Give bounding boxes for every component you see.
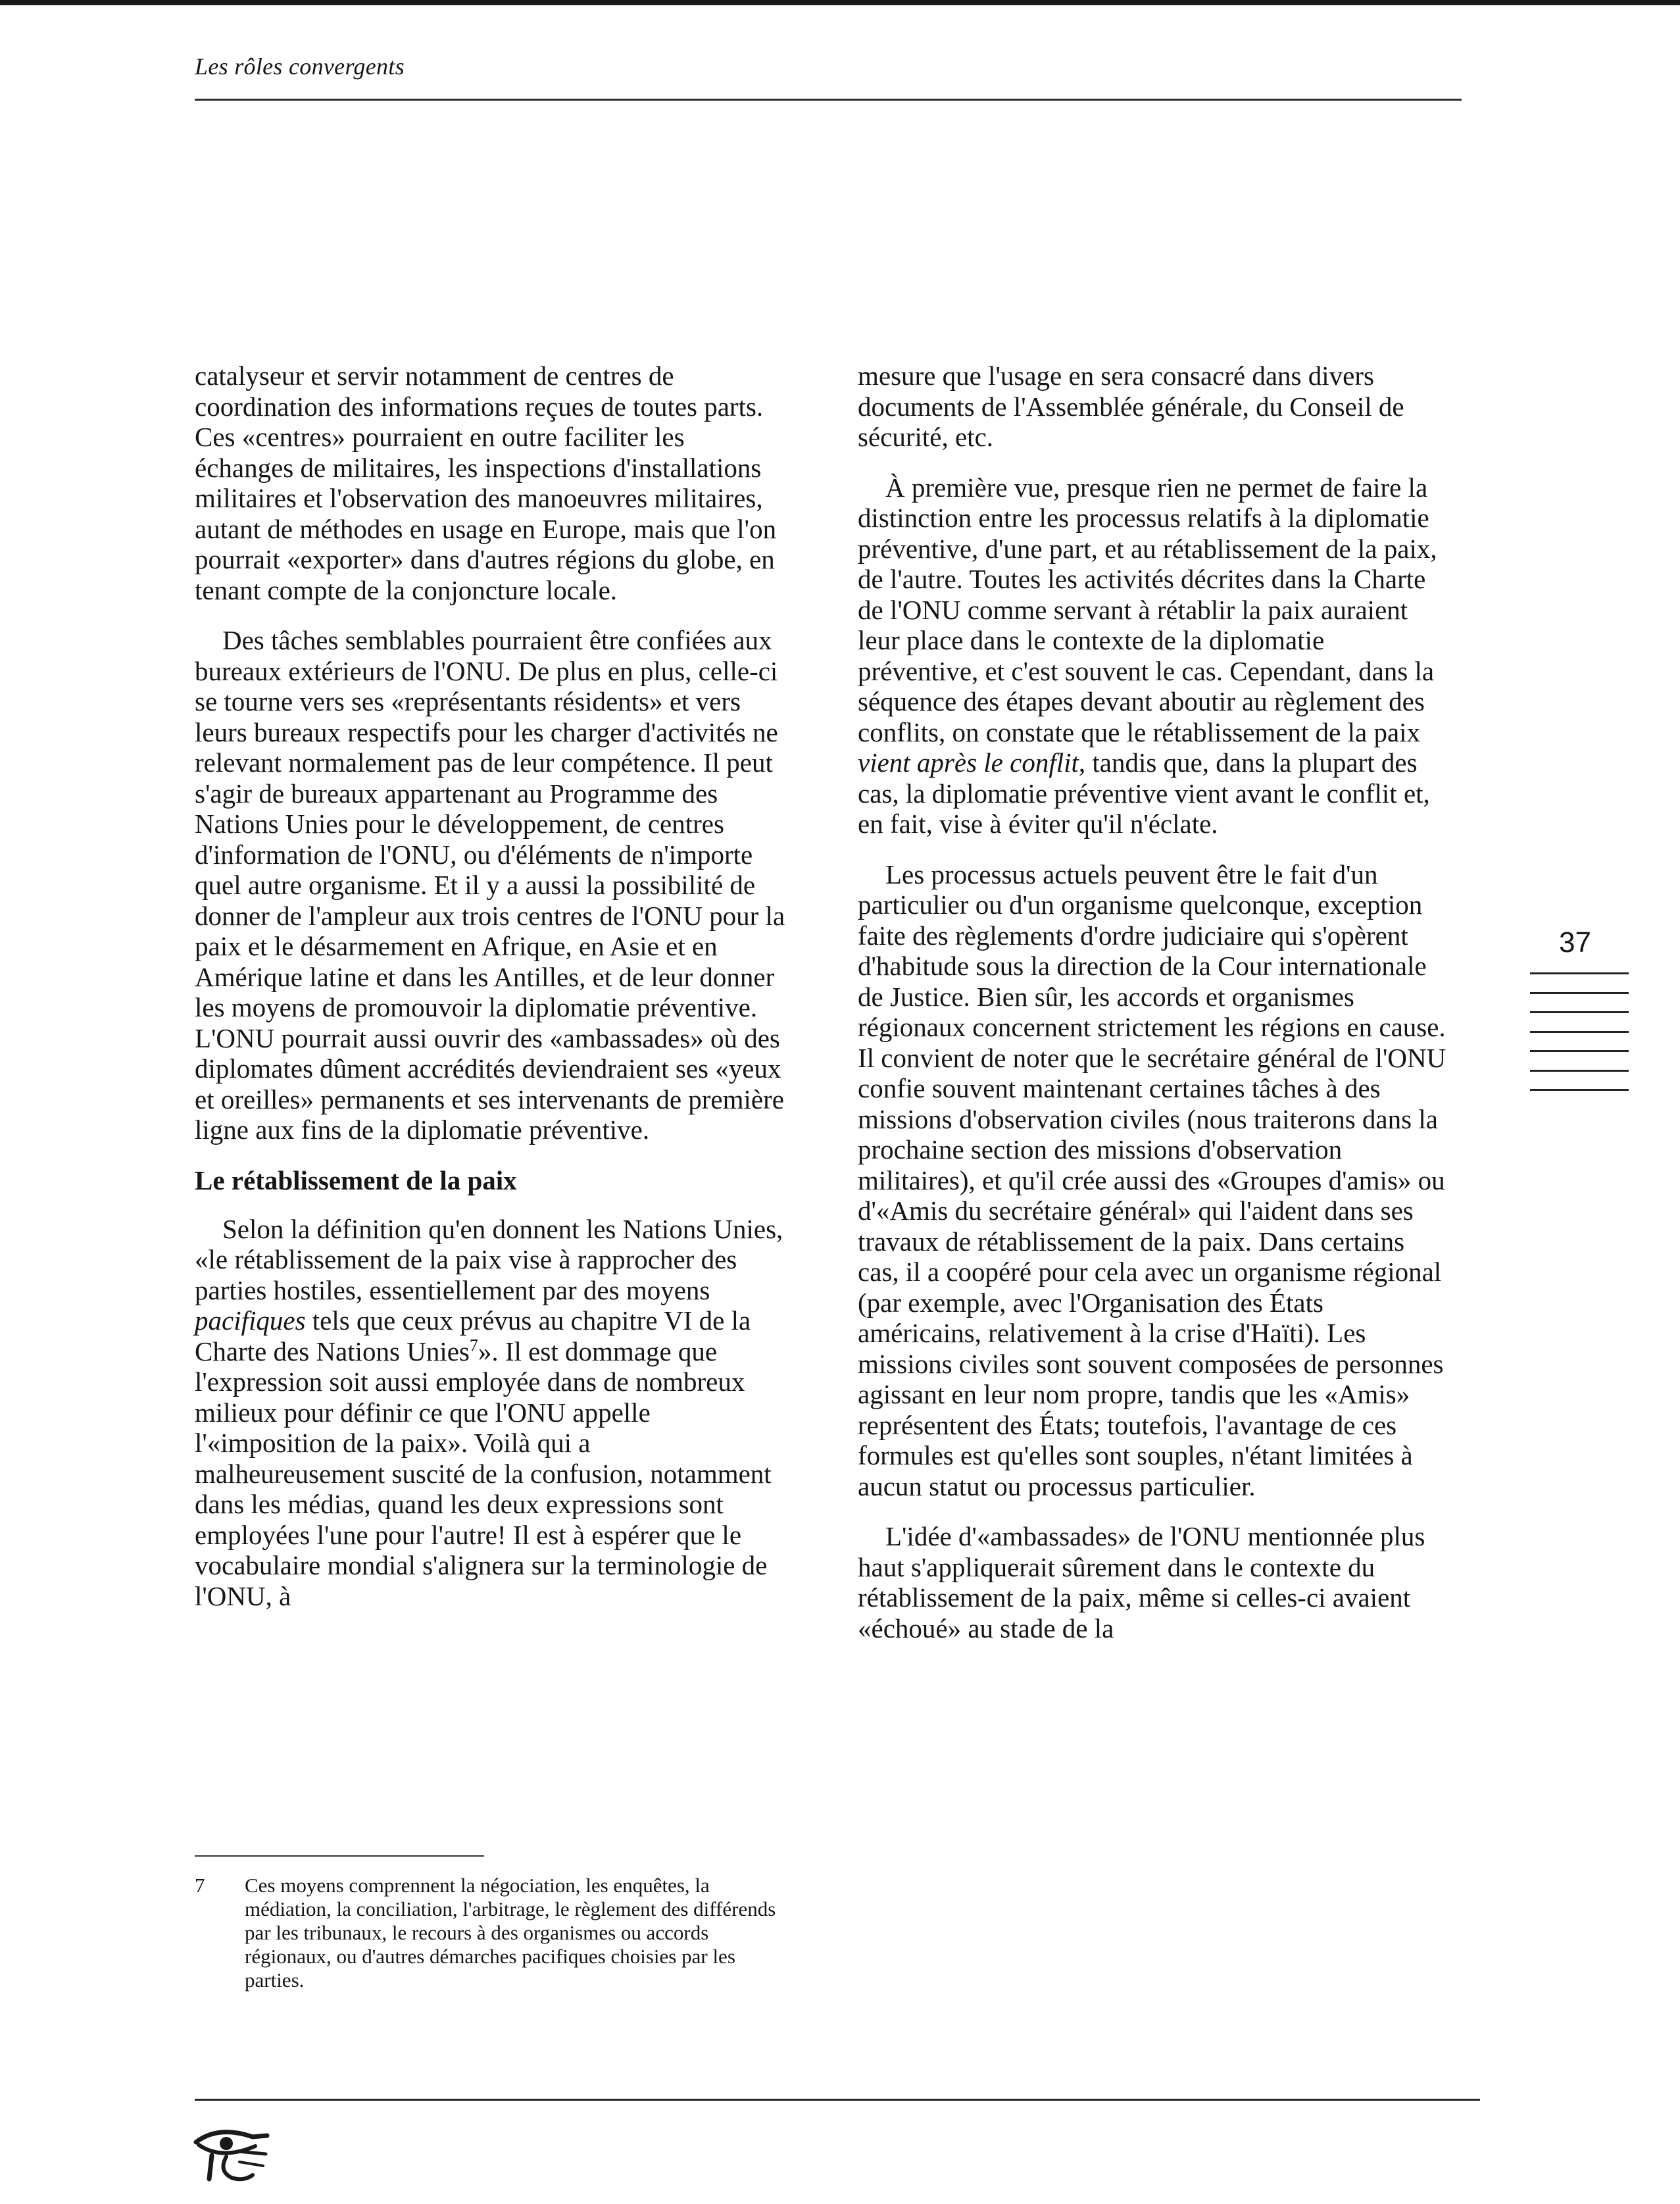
right-paragraph-3: Les processus actuels peuvent être le fait d'un particulier ou d'un organisme quelconque, exception faite des règlements d'ordre judiciaire qui s'opèrent d'habitude sous la direction de la Cour internationale de Justice. Bien sûr, les accords et organismes régionaux concernent strictement les régions en cause. Il convient de noter que le secrétaire général de l'ONU confie souvent maintenant certaines tâches à des missions d'observation civiles (nous traiterons dans la prochaine section des missions d'observation militaires), et qu'il crée aussi des «Groupes d'amis» ou d'«Amis du secrétaire général» qui l'aident dans ses travaux de rétablissement de la paix. Dans certains cas, il a coopéré pour cela avec un organisme régional (par exemple, avec l'Organisation des États américains, relativement à la crise d'Haïti). Les missions civiles sont souvent composées de personnes agissant en leur nom propre, tandis que les «Amis» représentent des États; toutefois, l'avantage de ces formules est qu'elles sont souples, n'étant limitées à aucun statut ou processus particulier. <box>858 859 1446 1501</box>
left-column <box>195 361 787 1631</box>
left-paragraph-2: Des tâches semblables pourraient être confiées aux bureaux extérieurs de l'ONU. De plus en plus, celle-ci se tourne vers ses «représentants résidents» et vers leurs bureaux respectifs pour les charger d'activités ne relevant normalement pas de leur compétence. Il peut s'agir de bureaux appartenant au Programme des Nations Unies pour le développement, de centres d'information de l'ONU, ou d'éléments de n'importe quel autre organisme. Et il y a aussi la possibilité de donner de l'ampleur aux trois centres de l'ONU pour la paix et le désarmement en Afrique, en Asie et en Amérique latine et dans les Antilles, et de leur donner les moyens de promouvoir la diplomatie préventive. L'ONU pourrait aussi ouvrir des «ambassades» où des diplomates dûment accrédités deviendraient ses «yeux et oreilles» permanents et ses intervenants de première ligne aux fins de la diplomatie préventive. <box>195 625 785 1145</box>
p3-text-c: ». Il est dommage que l'expression soit aussi employée dans de nombreux milieux pour définir ce que l'ONU appelle l'«imposition de la paix». Voilà qui a malheureusement suscité de la confusion, notamment dans les médias, quand les deux expressions sont employées l'une pour l'autre! Il est à espérer que le vocabulaire mondial s'alignera sur la terminologie de l'ONU, à <box>195 1336 772 1611</box>
rp2-emphasis: vient après le conflit <box>858 747 1079 778</box>
footnote-rule <box>195 1855 484 1857</box>
eye-of-horus-icon <box>192 2122 271 2186</box>
rp2-text-b: , tandis que, dans la plupart des cas, la diplomatie préventive vient avant le conflit et, en fait, vise à éviter qu'il n'éclate. <box>858 747 1430 839</box>
right-paragraph-1: mesure que l'usage en sera consacré dans divers documents de l'Assemblée générale, du Conseil de sécurité, etc. <box>858 361 1404 452</box>
footnote-reference[interactable]: 7 <box>469 1335 478 1355</box>
margin-rule <box>1530 972 1629 974</box>
right-column <box>858 361 1450 1663</box>
section-heading: Le rétablissement de la paix <box>195 1165 517 1195</box>
margin-rule <box>1530 1070 1629 1072</box>
right-paragraph-4: L'idée d'«ambassades» de l'ONU mentionnée plus haut s'appliquerait sûrement dans le contexte du rétablissement de la paix, même si celles-ci avaient «échoué» au stade de la <box>858 1521 1425 1643</box>
rp2-text-a: À première vue, presque rien ne permet de faire la distinction entre les processus relatifs à la diplomatie préventive, d'une part, et au rétablissement de la paix, de l'autre. Toutes les activités décrites dans la Charte de l'ONU comme servant à rétablir la paix auraient leur place dans le contexte de la diplomatie préventive, et c'est souvent le cas. Cependant, dans la séquence des étapes devant aboutir au règlement des conflits, on constate que le rétablissement de la paix <box>858 472 1437 747</box>
margin-rule <box>1530 1011 1629 1013</box>
footer-rule <box>195 2099 1480 2101</box>
p3-text-a: Selon la définition qu'en donnent les Nations Unies, «le rétablissement de la paix vise à rapprocher des parties hostiles, essentiellement par des moyens <box>195 1213 783 1305</box>
footnote-text: Ces moyens comprennent la négociation, les enquêtes, la médiation, la conciliation, l'arbitrage, le règlement des différends par les tribunaux, le recours à des organismes ou accords régionaux, ou d'autres démarches pacifiques choisies par les parties. <box>245 1874 776 1991</box>
footnote-number: 7 <box>195 1874 205 1897</box>
margin-rules <box>1530 972 1629 1109</box>
right-paragraph-2 <box>858 472 1450 839</box>
page-number: 37 <box>1559 926 1591 959</box>
margin-rule <box>1530 1031 1629 1033</box>
top-border-rule <box>0 0 1680 5</box>
p3-text-b: tels que ceux prévus au chapitre VI de la Charte des Nations Unies <box>195 1305 751 1366</box>
left-paragraph-3 <box>195 1214 787 1612</box>
running-head: Les rôles convergents <box>195 53 405 80</box>
left-paragraph-1: catalyseur et servir notamment de centres de coordination des informations reçues de toutes parts. Ces «centres» pourraient en outre faciliter les échanges de militaires, les inspections d'installations militaires et l'observation des manoeuvres militaires, autant de méthodes en usage en Europe, mais que l'on pourrait «exporter» dans d'autres régions du globe, en tenant compte de la conjoncture locale. <box>195 361 777 605</box>
p3-emphasis: pacifiques <box>195 1305 306 1336</box>
margin-rule <box>1530 1089 1629 1091</box>
margin-rule <box>1530 992 1629 994</box>
header-rule <box>195 99 1462 101</box>
margin-rule <box>1530 1050 1629 1052</box>
